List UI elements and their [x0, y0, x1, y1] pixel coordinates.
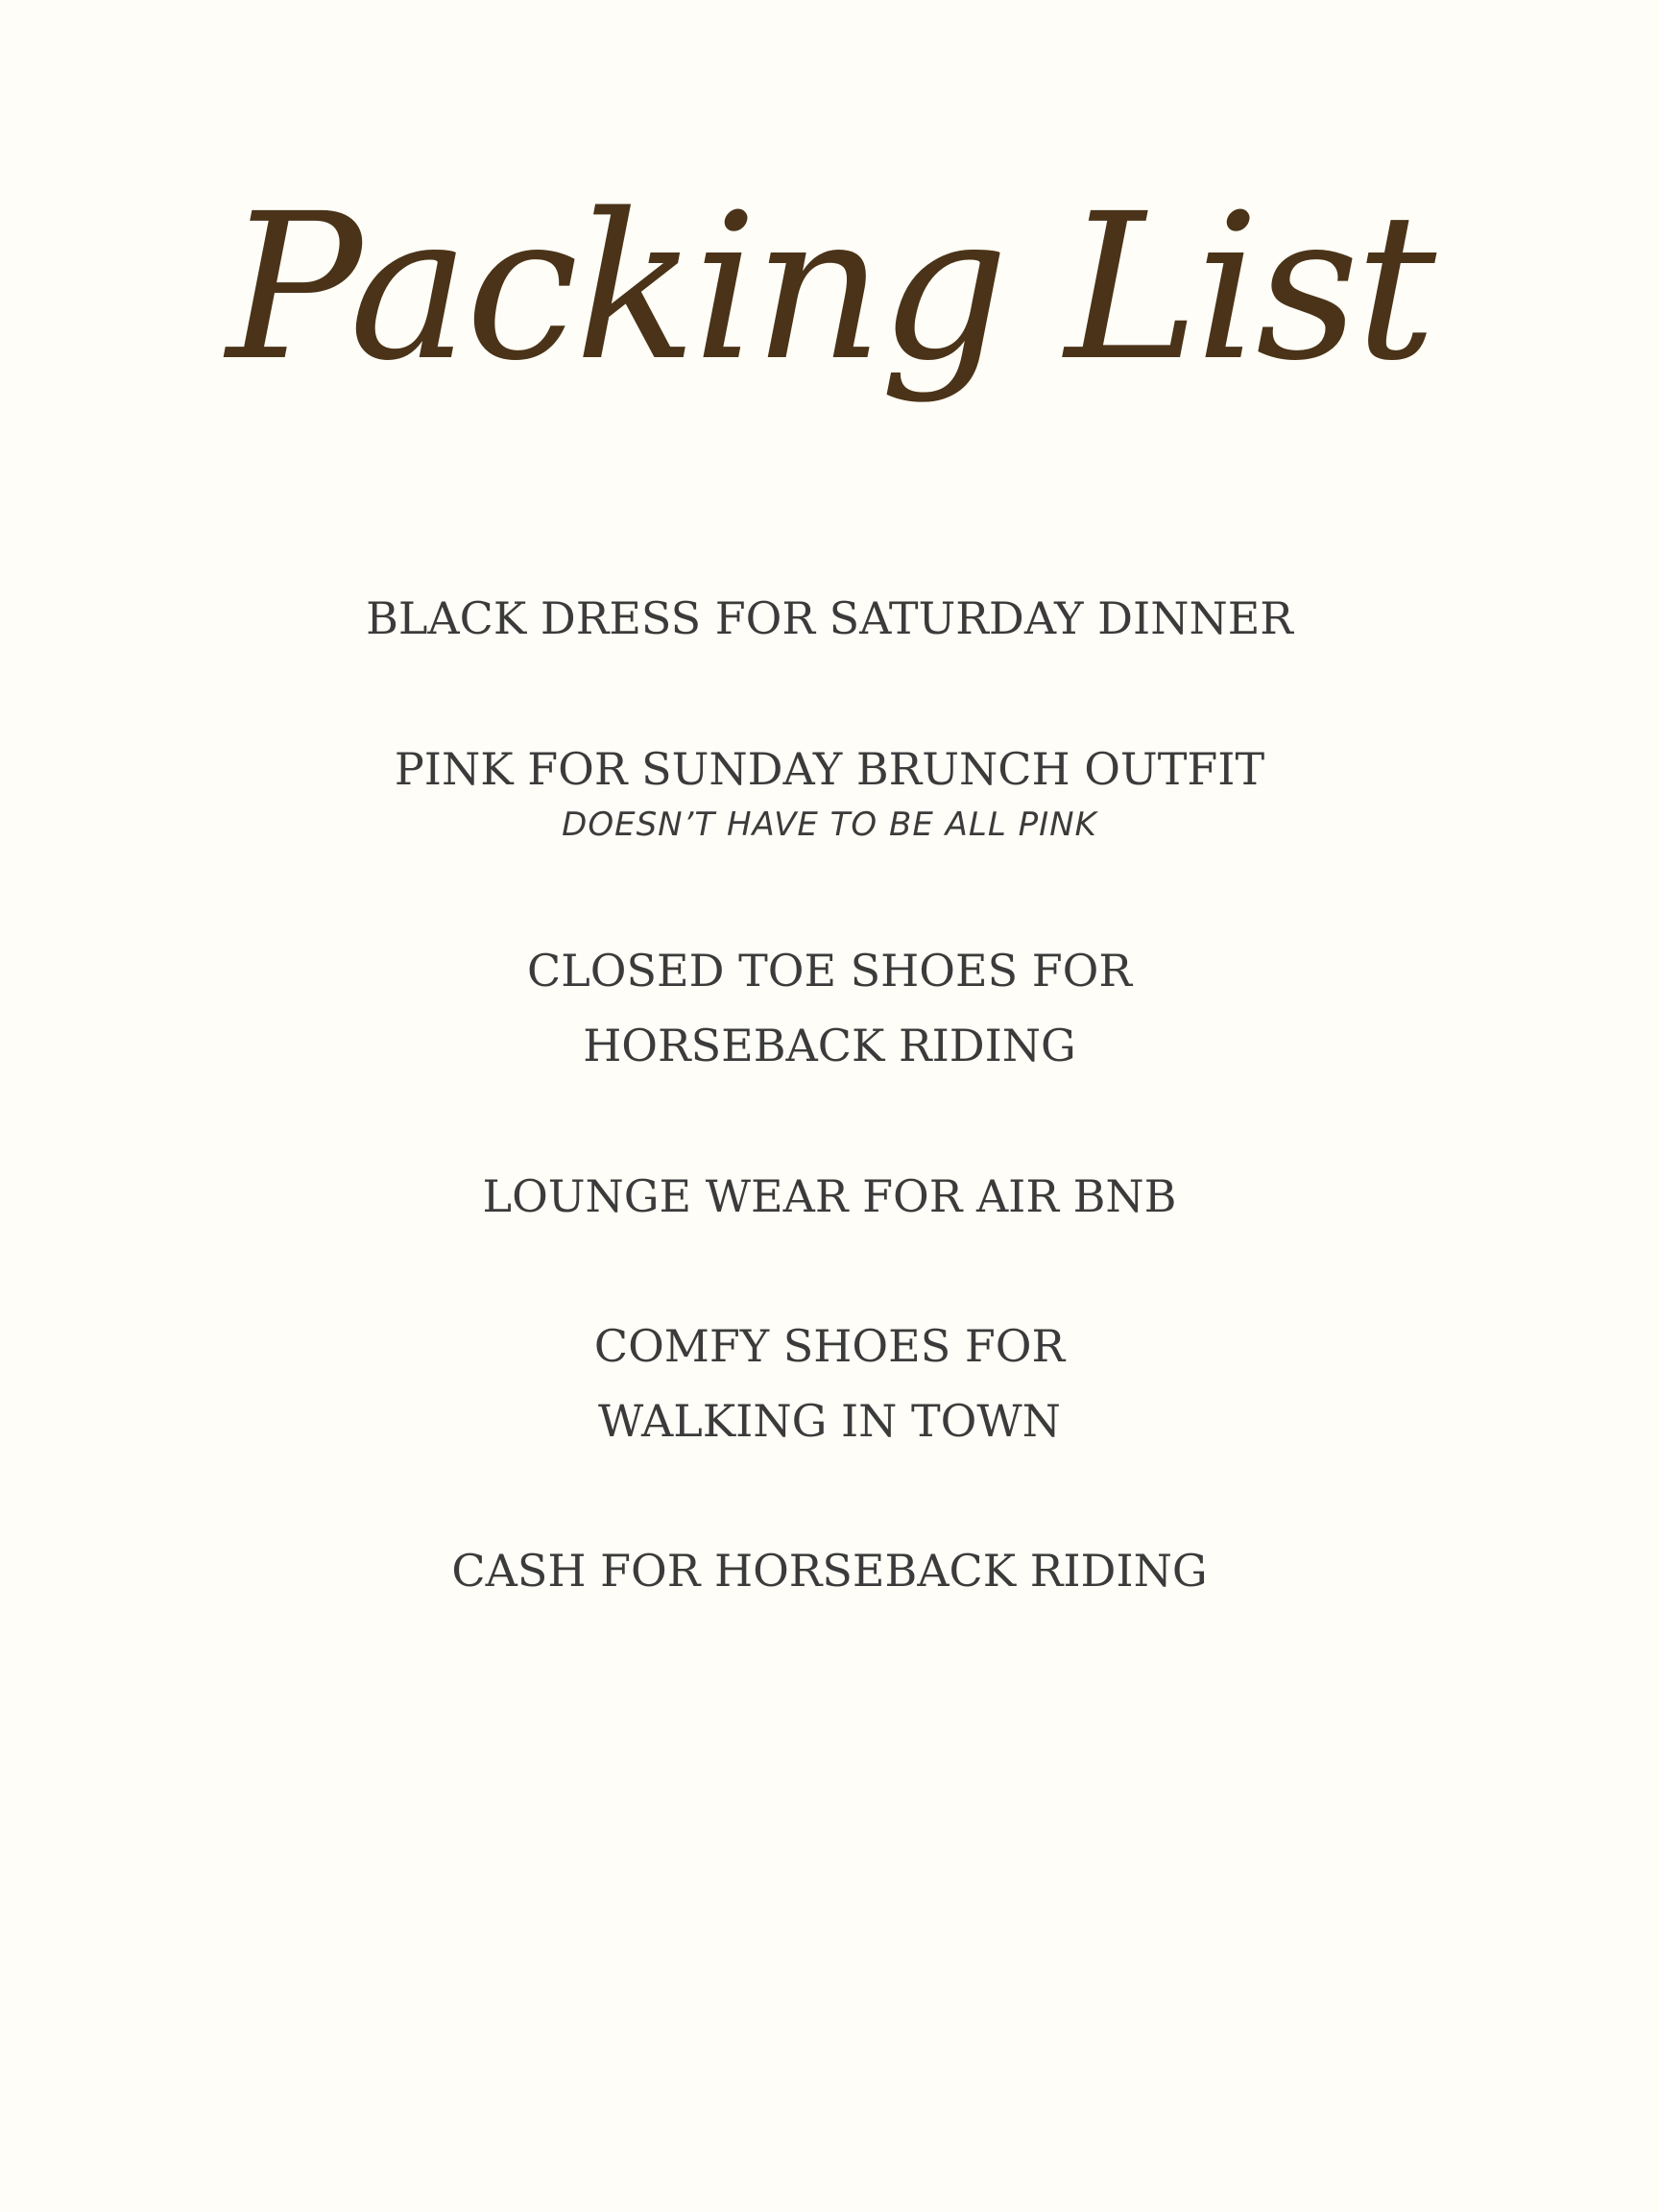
page-title: Packing List [226, 170, 1433, 405]
list-item-text: PINK FOR SUNDAY BRUNCH OUTFIT [394, 743, 1265, 795]
list-item [0, 1309, 1659, 1458]
list-item [0, 1533, 1659, 1608]
list-item-text: CLOSED TOE SHOES FOR [527, 945, 1132, 997]
list-item-text: BLACK DRESS FOR SATURDAY DINNER [366, 592, 1293, 644]
list-item-text: LOUNGE WEAR FOR AIR BNB [482, 1170, 1177, 1222]
list-item [0, 732, 1659, 849]
list-item [0, 1159, 1659, 1234]
list-item-text: COMFY SHOES FOR [593, 1320, 1066, 1372]
list-item [0, 933, 1659, 1083]
list-item-text: WALKING IN TOWN [598, 1395, 1061, 1447]
list-item-note: DOESN’T HAVE TO BE ALL PINK [562, 805, 1097, 844]
list-item-text: HORSEBACK RIDING [583, 1020, 1076, 1071]
list-item [0, 581, 1659, 656]
list-item-text: CASH FOR HORSEBACK RIDING [451, 1545, 1208, 1597]
